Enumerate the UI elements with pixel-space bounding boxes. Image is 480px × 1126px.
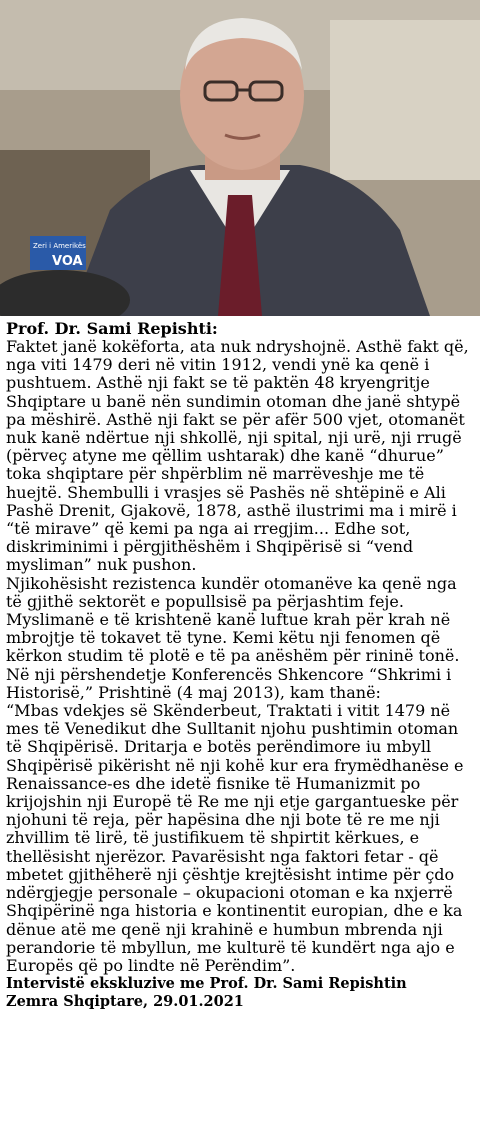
svg-text:VOA: VOA xyxy=(52,254,83,269)
footer-line-2: Zemra Shqiptare, 29.01.2021 xyxy=(6,993,244,1011)
paragraph-4: “Mbas vdekjes së Skënderbeut, Traktati i vitit 1479 në mes të Venedikut dhe Sulltanit njohu pushtimin otoman të Shqipërisë. Dritarja e botës perëndimore iu mbyll Shqipërisë pikërisht në nji kohë kur era frymëdhanëse e Renaissance-es dhe idetë fisnike të Humanizmit po krijojshin nji Europë të Re me nji etje gargantueske për njohuni të reja, për hapësina dhe nji bote të re me nji zhvillim të lirë, të justifikuem të shpirtit kërkues, e thellësisht njerëzor. Pavarësisht nga faktori fetar - që mbetet gjithëherë nji çështje krejtësisht intime për çdo ndërgjegje personale – okupacioni otoman e ka nxjerrë Shqipërinë nga historia e kontinentit europian, dhe e ka dënue atë me qenë nji krahinë e humbun mbrenda nji perandorie të mbyllun, me kulturë të kundërt nga ajo e Europës që po lindte në Perëndim”. xyxy=(6,701,464,975)
paragraph-2: Njikohësisht rezistenca kundër otomanëve ka qenë nga të gjithë sektorët e popullsisë pa përjashtim feje. Myslimanë e të krishtenë kanë luftue krah për krah në mbrojtje të tokavet të tyne. Kemi këtu nji fenomen që kërkon studim të plotë e të pa anëshëm për rininë tonë. xyxy=(6,573,460,666)
svg-text:Zeri i Amerikës: Zeri i Amerikës xyxy=(33,242,86,250)
voa-logo xyxy=(30,236,86,270)
paragraph-1: Faktet janë kokëforta, ata nuk ndryshojnë. Asthë fakt që, nga viti 1479 deri në vitin 1912, vendi ynë ka qenë i pushtuem. Asthë nji fakt se të paktën 48 kryengritje Shqiptare u banë nën sundimin otoman dhe janë shtypë pa mëshirë. Asthë nji fakt se për afër 500 vjet, otomanët nuk kanë ndërtue nji shkollë, nji spital, nji urë, nji rrugë (përveç atyne me qëllim ushtarak) dhe kanë “dhurue” toka shqiptare për shpërblim në marrëveshje me të huejtë. Shembulli i vrasjes së Pashës në shtëpinë e Ali Pashë Drenit, Gjakovë, 1878, asthë ilustrimi ma i mirë i “të mirave” që kemi pa nga ai rregjim... Edhe sot, diskriminimi i përgjithëshëm i Shqipërisë si “vend mysliman” nuk pushon. xyxy=(6,337,469,575)
paragraph-3: Në nji përshendetje Konferencës Shkencore “Shkrimi i Historisë,” Prishtinë (4 maj 2013), kam thanë: xyxy=(6,664,452,702)
portrait-photo xyxy=(0,0,480,316)
footer-line-1: Intervistë ekskluzive me Prof. Dr. Sami Repishtin xyxy=(6,975,407,993)
speaker-heading: Prof. Dr. Sami Repishti: xyxy=(6,319,218,338)
article xyxy=(6,320,476,1011)
